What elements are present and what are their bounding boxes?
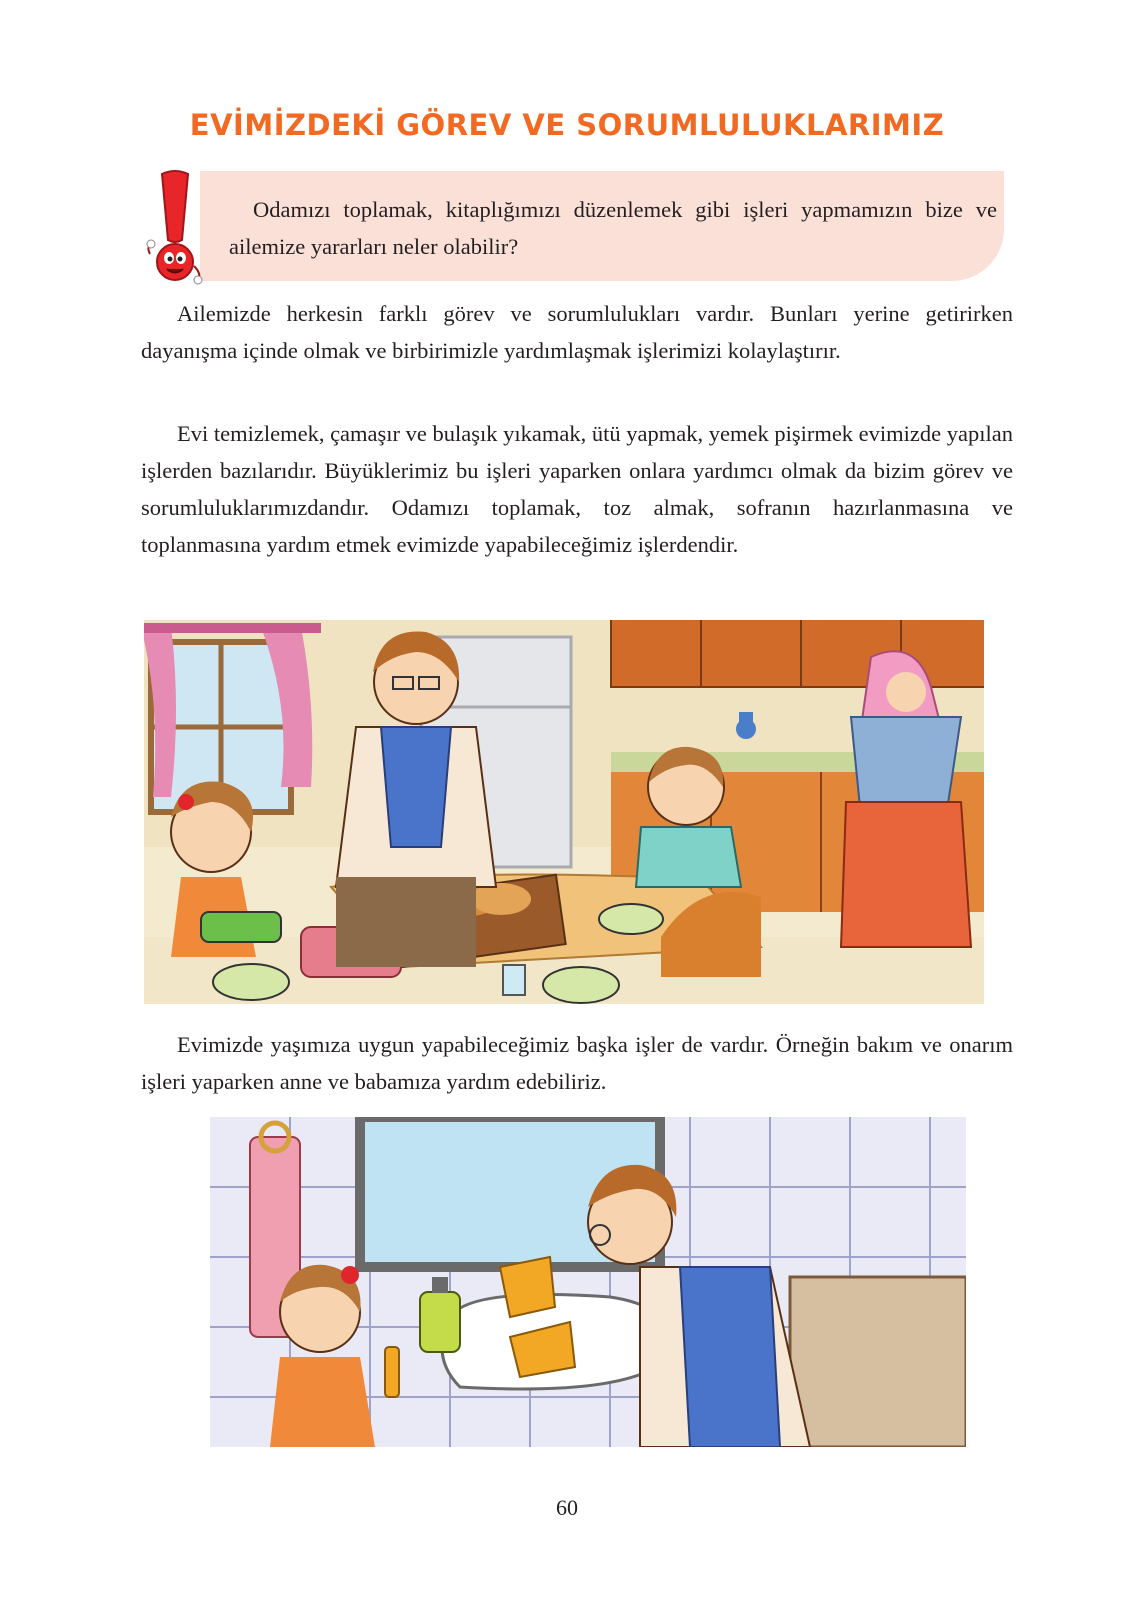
exclamation-mascot-icon <box>144 170 206 285</box>
bathroom-repair-illustration <box>210 1117 966 1447</box>
page-title: EVİMİZDEKİ GÖREV VE SORUMLULUKLARIMIZ <box>189 108 945 142</box>
paragraph-2: Evi temizlemek, çamaşır ve bulaşık yıkamak, ütü yapmak, yemek pişirmek evimizde yapılan işlerden bazılarıdır. Büyüklerimiz bu işleri yaparken onlara yardımcı olmak da bizim görev ve sorumluluklarımızdandır. Odamızı toplamak, toz almak, sofranın hazırlanmasına ve toplanmasına yardım etmek evimizde yapabileceğimiz işlerdendir. <box>141 421 1013 557</box>
paragraph-1: Ailemizde herkesin farklı görev ve sorumlulukları vardır. Bunları yerine getirirken dayanışma içinde olmak ve birbirimizle yardımlaşmak işlerimizi kolaylaştırır. <box>141 301 1013 363</box>
callout-question-text: Odamızı toplamak, kitaplığımızı düzenlemek gibi işleri yapmamızın bize ve ailemize yararları neler olabilir? <box>229 197 997 259</box>
paragraph-3: Evimizde yaşımıza uygun yapabileceğimiz başka işler de vardır. Örneğin bakım ve onarım işleri yaparken anne ve babamıza yardım edebiliriz. <box>141 1032 1013 1094</box>
kitchen-family-illustration <box>141 617 987 1007</box>
page-number: 60 <box>556 1495 578 1520</box>
